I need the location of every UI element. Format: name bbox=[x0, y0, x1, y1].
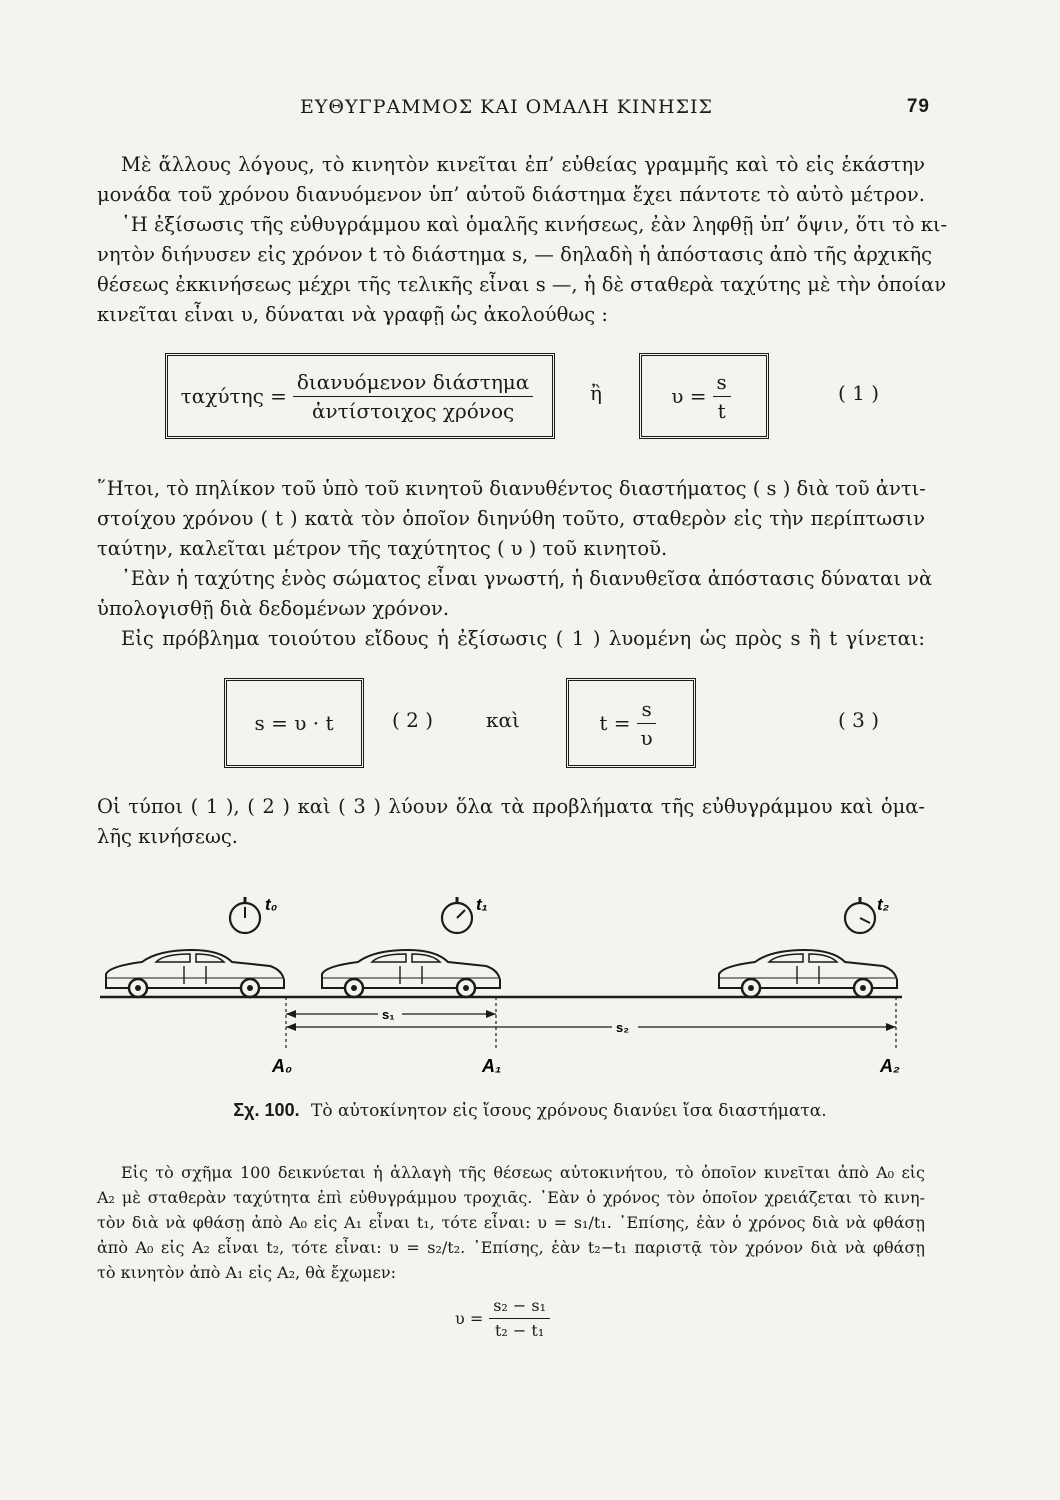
text-line: ῞Ητοι, τὸ πηλίκον τοῦ ὑπὸ τοῦ κινητοῦ διανυθέντος διαστήματος ( s ) διὰ τοῦ ἀντι- bbox=[97, 477, 926, 500]
eq2-text: s = υ · t bbox=[254, 711, 334, 735]
and-word: καὶ bbox=[486, 708, 520, 732]
or-word: ἢ bbox=[590, 381, 602, 405]
stopwatch-icon-2 bbox=[845, 897, 875, 933]
page-number: 79 bbox=[906, 96, 930, 117]
time-label-0: t₀ bbox=[265, 895, 278, 914]
caption-text: Τὸ αὐτοκίνητον εἰς ἴσους χρόνους διανύει ἴσα διαστήματα. bbox=[310, 1101, 827, 1121]
text-line: Εἰς τὸ σχῆμα 100 δεικνύεται ἡ ἀλλαγὴ τῆς θέσεως αὐτοκινήτου, τὸ ὁποῖον κινεῖται ἀπὸ A₀ εἰς bbox=[121, 1163, 925, 1182]
after-paragraph bbox=[97, 792, 925, 852]
text-line: Οἱ τύποι ( 1 ), ( 2 ) καὶ ( 3 ) λύουν ὅλα τὰ προβλήματα τῆς εὐθυγράμμου καὶ ὁμα- bbox=[97, 795, 925, 818]
car-icon-2 bbox=[719, 950, 897, 997]
eq1-rhs-numerator: s bbox=[713, 370, 731, 397]
eq1-rhs-lhs: υ = bbox=[671, 384, 707, 408]
distance-label-s2: s₂ bbox=[616, 1020, 630, 1035]
text-line: θέσεως ἐκκινήσεως μέχρι τῆς τελικῆς εἶναι s —, ἡ δὲ σταθερὰ ταχύτης μὲ τὴν ὁποίαν bbox=[97, 273, 947, 296]
text-line: στοίχου χρόνου ( t ) κατὰ τὸν ὁποῖον διηνύθη τοῦτο, σταθερὸν εἰς τὴν περίπτωσιν bbox=[97, 507, 925, 530]
time-label-2: t₂ bbox=[877, 895, 890, 914]
chapter-title: ΕΥΘΥΓΡΑΜΜΟΣ ΚΑΙ ΟΜΑΛΗ ΚΙΝΗΣΙΣ bbox=[300, 96, 713, 118]
text-line: Εἰς πρόβλημα τοιούτου εἴδους ἡ ἐξίσωσις ( 1 ) λυομένη ὡς πρὸς s ἢ t γίνεται: bbox=[121, 627, 925, 650]
equation-3-box bbox=[566, 678, 696, 768]
position-label-a0: A₀ bbox=[272, 1056, 293, 1076]
eq4-denominator: t₂ − t₁ bbox=[495, 1321, 545, 1340]
equation-2-box bbox=[224, 678, 364, 768]
text-line: ταύτην, καλεῖται μέτρον τῆς ταχύτητος ( υ ) τοῦ κινητοῦ. bbox=[97, 537, 668, 560]
eq4-lhs: υ = bbox=[455, 1309, 484, 1328]
stopwatch-icon-0 bbox=[230, 897, 260, 933]
equation-number-1: ( 1 ) bbox=[838, 381, 880, 405]
text-line: κινεῖται εἶναι υ, δύναται νὰ γραφῇ ὡς ἀκολούθως : bbox=[97, 303, 608, 326]
eq1-lhs: ταχύτης = bbox=[180, 384, 287, 408]
equation-number-2: ( 2 ) bbox=[392, 708, 434, 732]
bottom-paragraph bbox=[97, 1160, 925, 1285]
eq3-fraction bbox=[636, 697, 656, 750]
distance-label-s1: s₁ bbox=[382, 1007, 395, 1022]
text-line: τὸν διὰ νὰ φθάσῃ ἀπὸ A₀ εἰς A₁ εἶναι t₁, τότε εἶναι: υ = s₁/t₁. ᾿Επίσης, ἐὰν ὁ χρόνος διὰ νὰ φθάσῃ bbox=[97, 1213, 926, 1232]
equation-1-short-box bbox=[639, 353, 769, 439]
intro-paragraph bbox=[97, 150, 948, 330]
car-icon-1 bbox=[322, 950, 500, 997]
text-line: ὑπολογισθῇ διὰ δεδομένων χρόνον. bbox=[97, 597, 450, 620]
equation-1-box bbox=[165, 353, 555, 439]
eq1-rhs-denominator: t bbox=[717, 398, 726, 423]
time-label-1: t₁ bbox=[476, 895, 488, 914]
eq1-fraction bbox=[293, 370, 533, 423]
text-line: μονάδα τοῦ χρόνου διανυόμενον ὑπ’ αὐτοῦ διάστημα ἔχει πάντοτε τὸ αὐτὸ μέτρον. bbox=[97, 183, 925, 206]
middle-paragraphs bbox=[97, 474, 933, 654]
figure-caption bbox=[0, 1100, 1060, 1121]
stopwatch-icon-1 bbox=[442, 897, 472, 933]
eq3-numerator: s bbox=[637, 697, 655, 724]
text-line: A₂ μὲ σταθερὰν ταχύτητα ἐπὶ εὐθυγράμμου τροχιᾶς. ᾿Εὰν ὁ χρόνος τὸν ὁποῖον χρειάζεται τὸ κινη- bbox=[97, 1188, 925, 1207]
equation-4 bbox=[455, 1296, 556, 1341]
text-line: λῆς κινήσεως. bbox=[97, 825, 238, 848]
figure-100 bbox=[90, 880, 920, 1090]
text-line: τὸ κινητὸν ἀπὸ A₁ εἰς A₂, θὰ ἔχωμεν: bbox=[97, 1263, 396, 1282]
eq3-denominator: υ bbox=[640, 725, 653, 750]
eq4-numerator: s₂ − s₁ bbox=[489, 1296, 550, 1319]
position-label-a1: A₁ bbox=[482, 1056, 502, 1076]
eq1-denominator: ἀντίστοιχος χρόνος bbox=[311, 398, 515, 423]
distance-arrow-s2 bbox=[286, 1023, 896, 1031]
eq1-numerator: διανυόμενον διάστημα bbox=[293, 370, 533, 397]
eq3-lhs: t = bbox=[599, 711, 631, 735]
text-line: ῾Η ἐξίσωσις τῆς εὐθυγράμμου καὶ ὁμαλῆς κινήσεως, ἐὰν ληφθῇ ὑπ’ ὄψιν, ὅτι τὸ κι- bbox=[121, 213, 948, 236]
text-line: ᾿Εὰν ἡ ταχύτης ἑνὸς σώματος εἶναι γνωστή, ἡ διανυθεῖσα ἀπόστασις δύναται νὰ bbox=[121, 567, 933, 590]
car-icon-0 bbox=[106, 950, 284, 997]
text-line: ἀπὸ A₀ εἰς A₂ εἶναι t₂, τότε εἶναι: υ = s₂/t₂. ᾿Επίσης, ἐὰν t₂−t₁ παριστᾷ τὸν χρόνον διὰ νὰ φθάσῃ bbox=[97, 1238, 925, 1257]
running-header bbox=[0, 96, 1060, 126]
eq1-rhs-fraction bbox=[713, 370, 731, 423]
caption-label: Σχ. 100. bbox=[233, 1100, 300, 1120]
eq4-fraction bbox=[489, 1296, 550, 1341]
position-label-a2: A₂ bbox=[880, 1056, 900, 1076]
text-line: νητὸν διήνυσεν εἰς χρόνον t τὸ διάστημα s, — δηλαδὴ ἡ ἀπόστασις ἀπὸ τῆς ἀρχικῆς bbox=[97, 243, 933, 266]
text-line: Μὲ ἄλλους λόγους, τὸ κινητὸν κινεῖται ἐπ’ εὐθείας γραμμῆς καὶ τὸ εἰς ἑκάστην bbox=[121, 153, 925, 176]
equation-number-3: ( 3 ) bbox=[838, 708, 880, 732]
